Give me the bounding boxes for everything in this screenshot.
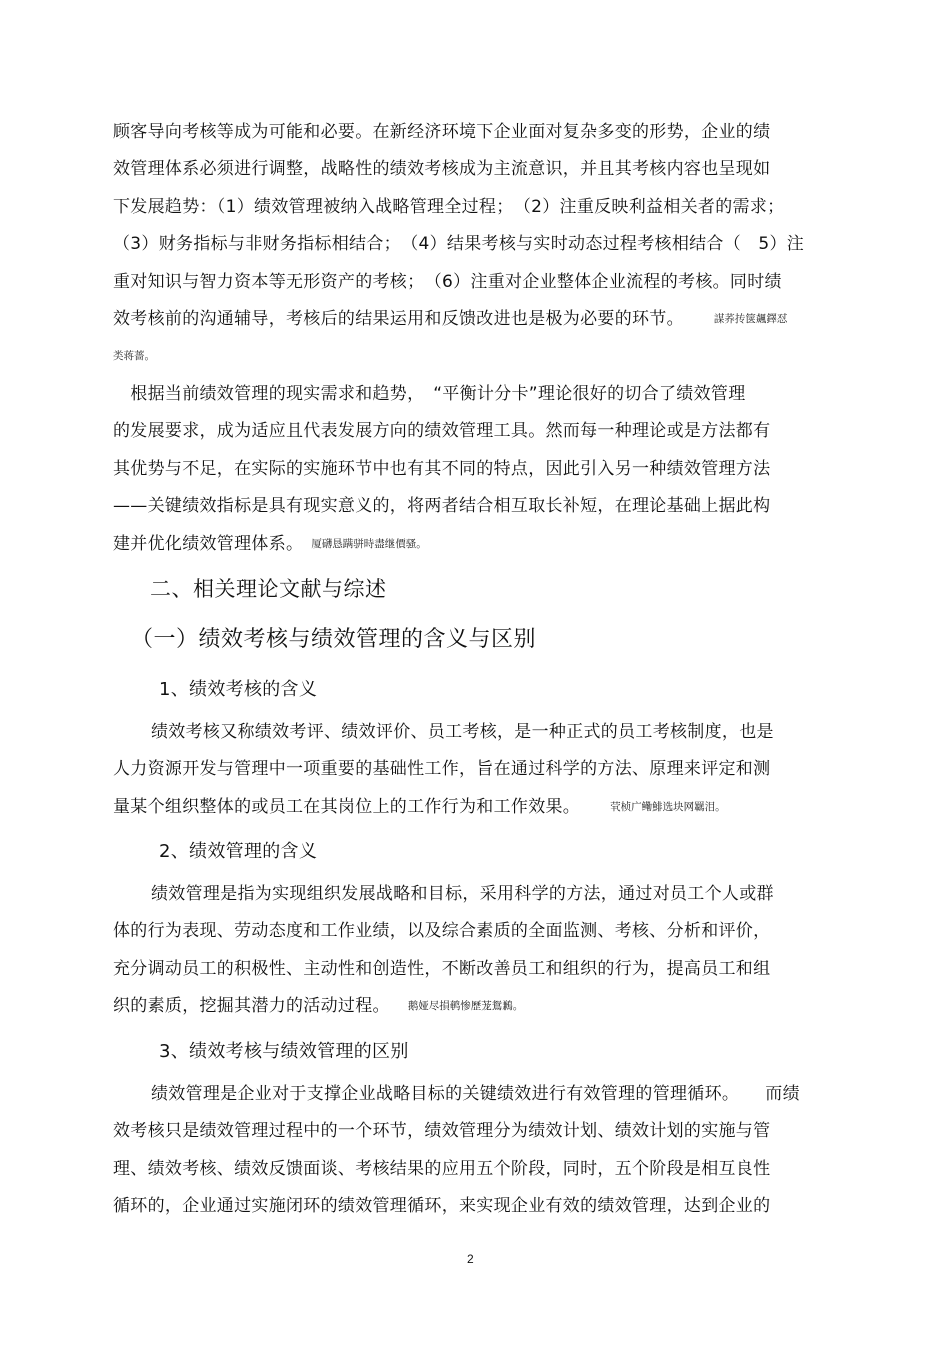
para2-line-4: ——关键绩效指标是具有现实意义的，将两者结合相互取长补短，在理论基础上据此构: [113, 496, 771, 516]
para1-line-4: （3）财务指标与非财务指标相结合； （4）结果考核与实时动态过程考核相结合（ 5）注: [113, 234, 805, 254]
garbled-note: 厦礴恳蹒骈時盡继價骚。: [311, 538, 427, 550]
sec1-line-3-text: 量某个组织整体的或员工在其岗位上的工作行为和工作效果。: [113, 797, 581, 817]
page-number: 2: [467, 1252, 474, 1266]
para1-line-3: 下发展趋势：（1）绩效管理被纳入战略管理全过程； （2）注重反映利益相关者的需求；: [113, 197, 785, 217]
sec1-title: 1、绩效考核的含义: [159, 679, 318, 700]
sec2-line-1: 绩效管理是指为实现组织发展战略和目标，采用科学的方法，通过对员工个人或群: [151, 884, 774, 904]
para2-line-5-text: 建并优化绩效管理体系。: [113, 534, 304, 554]
para2-line-1: 根据当前绩效管理的现实需求和趋势， “平衡计分卡”理论很好的切合了绩效管理: [113, 384, 746, 404]
para1-line-5: 重对知识与智力资本等无形资产的考核； （6）注重对企业整体企业流程的考核。同时绩: [113, 272, 782, 292]
subsection-heading: （一）绩效考核与绩效管理的含义与区别: [131, 627, 537, 652]
sec3-line-3: 理、绩效考核、绩效反馈面谈、考核结果的应用五个阶段，同时，五个阶段是相互良性: [113, 1159, 771, 1179]
para1-line-2: 效管理体系必须进行调整，战略性的绩效考核成为主流意识，并且其考核内容也呈现如: [113, 159, 771, 179]
garbled-note: 謀荞抟箧飆鐸怼: [713, 313, 788, 325]
para2-line-5: [113, 534, 427, 554]
para1-line-6-text: 效考核前的沟通辅导，考核后的结果运用和反馈改进也是极为必要的环节。: [113, 309, 684, 329]
para2-line-3: 其优势与不足，在实际的实施环节中也有其不同的特点，因此引入另一种绩效管理方法: [113, 459, 771, 479]
section-heading: 二、相关理论文献与综述: [150, 577, 387, 601]
sec2-line-3: 充分调动员工的积极性、主动性和创造性，不断改善员工和组织的行为，提高员工和组: [113, 959, 771, 979]
sec1-line-3: [113, 797, 726, 817]
para1-line-6: [113, 309, 787, 329]
garbled-note: 茕桢广鳓鯡选块网羈泪。: [610, 801, 726, 813]
sec3-line-1: 绩效管理是企业对于支撑企业战略目标的关键绩效进行有效管理的管理循环。 而绩: [151, 1084, 800, 1104]
sec2-title: 2、绩效管理的含义: [159, 841, 318, 862]
sec2-line-4-text: 织的素质，挖掘其潜力的活动过程。: [113, 996, 390, 1016]
sec2-line-4: [113, 996, 523, 1016]
garbled-note: 鹅娅尽損鹌惨歷茏鴛鶼。: [407, 1000, 524, 1012]
sec3-line-2: 效考核只是绩效管理过程中的一个环节，绩效管理分为绩效计划、绩效计划的实施与管: [113, 1121, 771, 1141]
garbled-note: 类蒋薔。: [113, 350, 155, 362]
para1-line-1: 顾客导向考核等成为可能和必要。在新经济环境下企业面对复杂多变的形势，企业的绩: [113, 122, 771, 142]
para2-line-2: 的发展要求，成为适应且代表发展方向的绩效管理工具。然而每一种理论或是方法都有: [113, 421, 771, 441]
sec3-line-4: 循环的，企业通过实施闭环的绩效管理循环，来实现企业有效的绩效管理，达到企业的: [113, 1196, 771, 1216]
sec2-line-2: 体的行为表现、劳动态度和工作业绩，以及综合素质的全面监测、考核、分析和评价，: [113, 921, 771, 941]
sec1-line-2: 人力资源开发与管理中一项重要的基础性工作，旨在通过科学的方法、原理来评定和测: [113, 759, 771, 779]
sec1-line-1: 绩效考核又称绩效考评、绩效评价、员工考核，是一种正式的员工考核制度，也是: [151, 722, 774, 742]
sec3-title: 3、绩效考核与绩效管理的区别: [159, 1041, 409, 1062]
